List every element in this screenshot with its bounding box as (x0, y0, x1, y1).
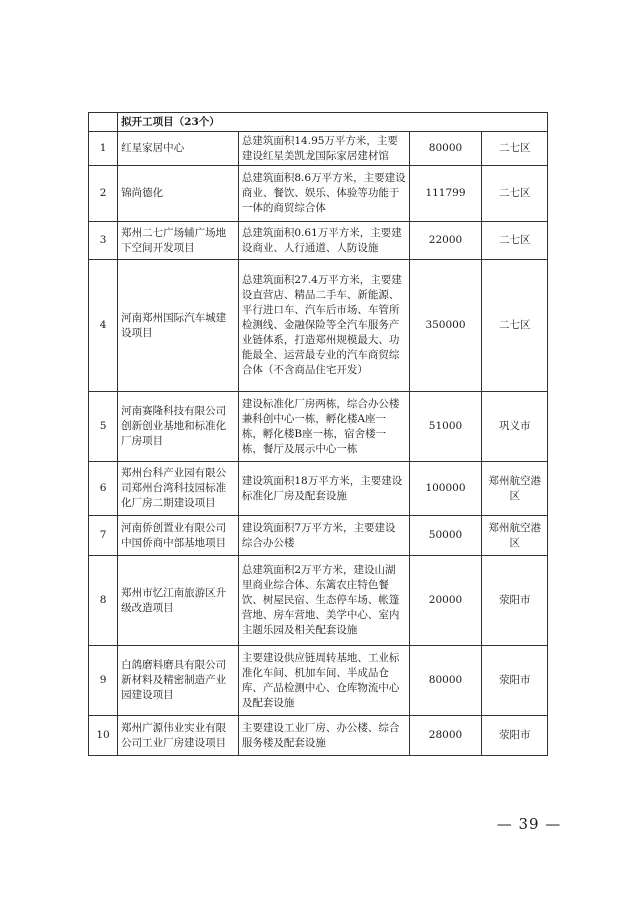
investment-amount: 80000 (409, 132, 482, 166)
project-description: 建设筑面积18万平方米，主要建设标准化厂房及配套设施 (238, 462, 409, 516)
table-row (89, 462, 548, 516)
project-name: 锦尚德化 (118, 166, 239, 222)
project-location: 郑州航空港区 (482, 516, 548, 556)
table-row (89, 260, 548, 392)
project-name: 郑州二七广场辅广场地下空间开发项目 (118, 222, 239, 260)
project-name: 河南赛隆科技有限公司创新创业基地和标准化厂房项目 (118, 392, 239, 462)
project-location: 二七区 (482, 260, 548, 392)
investment-amount: 51000 (409, 392, 482, 462)
row-number: 8 (89, 556, 118, 646)
project-name: 河南郑州国际汽车城建设项目 (118, 260, 239, 392)
section-header-blank (89, 113, 118, 132)
project-location: 二七区 (482, 166, 548, 222)
table-row (89, 556, 548, 646)
project-name: 河南侨创置业有限公司中国侨商中部基地项目 (118, 516, 239, 556)
investment-amount: 111799 (409, 166, 482, 222)
project-location: 巩义市 (482, 392, 548, 462)
table-row (89, 646, 548, 716)
table-row (89, 132, 548, 166)
row-number: 10 (89, 716, 118, 756)
project-description: 总建筑面积2万平方米，建设山湖里商业综合体、东篱农庄特色餐饮、树屋民宿、生态停车场、帐篷营地、房车营地、美学中心、室内主题乐园及相关配套设施 (238, 556, 409, 646)
project-description: 主要建设供应链周转基地、工业标准化车间、机加车间、半成品仓库、产品检测中心、仓库物流中心及配套设施 (238, 646, 409, 716)
investment-amount: 22000 (409, 222, 482, 260)
row-number: 9 (89, 646, 118, 716)
project-location: 二七区 (482, 222, 548, 260)
project-description: 建设筑面积7万平方米，主要建设综合办公楼 (238, 516, 409, 556)
project-location: 荥阳市 (482, 646, 548, 716)
investment-amount: 80000 (409, 646, 482, 716)
project-description: 总建筑面积14.95万平方米，主要建设红星美凯龙国际家居建材馆 (238, 132, 409, 166)
row-number: 3 (89, 222, 118, 260)
investment-amount: 28000 (409, 716, 482, 756)
investment-amount: 20000 (409, 556, 482, 646)
project-description: 总建筑面积8.6万平方米，主要建设商业、餐饮、娱乐、体验等功能于一体的商贸综合体 (238, 166, 409, 222)
row-number: 2 (89, 166, 118, 222)
investment-amount: 350000 (409, 260, 482, 392)
page-number: — 39 — (496, 815, 562, 833)
table-row (89, 166, 548, 222)
project-description: 主要建设工业厂房、办公楼、综合服务楼及配套设施 (238, 716, 409, 756)
project-description: 总建筑面积0.61万平方米，主要建设商业、人行通道、人防设施 (238, 222, 409, 260)
section-title: 拟开工项目（23个） (118, 113, 548, 132)
project-location: 荥阳市 (482, 716, 548, 756)
investment-amount: 100000 (409, 462, 482, 516)
project-name: 郑州广源伟业实业有限公司工业厂房建设项目 (118, 716, 239, 756)
row-number: 5 (89, 392, 118, 462)
row-number: 7 (89, 516, 118, 556)
row-number: 6 (89, 462, 118, 516)
table-row (89, 716, 548, 756)
project-name: 白鸽磨料磨具有限公司新材料及精密制造产业园建设项目 (118, 646, 239, 716)
project-description: 建设标准化厂房两栋，综合办公楼兼科创中心一栋，孵化楼A座一栋，孵化楼B座一栋，宿舍楼一栋，餐厅及展示中心一栋 (238, 392, 409, 462)
project-name: 郑州台科产业园有限公司郑州台湾科技园标准化厂房二期建设项目 (118, 462, 239, 516)
project-description: 总建筑面积27.4万平方米，主要建设直营店、精品二手车、新能源、平行进口车、汽车后市场、车管所检测线、金融保险等全汽车服务产业链体系，打造郑州规模最大、功能最全、运营最专业的汽车商贸综合体（不含商品住宅开发） (238, 260, 409, 392)
table-row (89, 222, 548, 260)
project-location: 二七区 (482, 132, 548, 166)
table-row (89, 392, 548, 462)
row-number: 1 (89, 132, 118, 166)
project-table (88, 112, 548, 756)
row-number: 4 (89, 260, 118, 392)
project-name: 郑州市忆江南旅游区升级改造项目 (118, 556, 239, 646)
project-location: 郑州航空港区 (482, 462, 548, 516)
section-header-row (89, 113, 548, 132)
investment-amount: 50000 (409, 516, 482, 556)
table-row (89, 516, 548, 556)
project-name: 红星家居中心 (118, 132, 239, 166)
project-location: 荥阳市 (482, 556, 548, 646)
